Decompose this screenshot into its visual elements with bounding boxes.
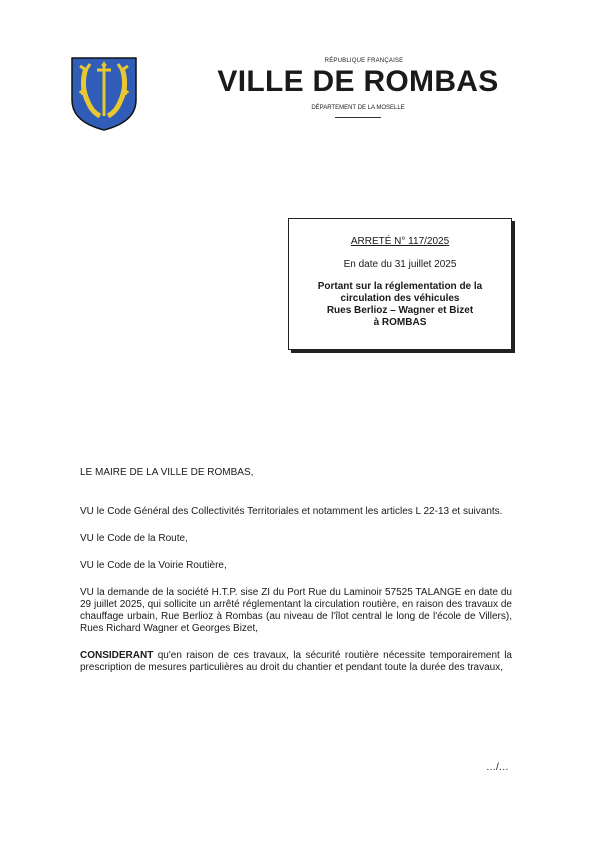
masthead [210, 58, 506, 118]
continued-marker: …/… [486, 762, 509, 773]
decree-subject-line: circulation des véhicules [340, 293, 460, 304]
decree-subject-line: à ROMBAS [373, 317, 427, 328]
coat-of-arms-icon [70, 56, 138, 132]
decree-subject-line: Portant sur la réglementation de la [317, 281, 483, 292]
decree-subject [315, 281, 485, 329]
city-title: VILLE DE ROMBAS [217, 65, 499, 98]
paragraph-vu-code-route: VU le Code de la Route, [80, 533, 188, 544]
decree-subject-line: Rues Berlioz – Wagner et Bizet [326, 305, 474, 316]
paragraph-vu-demande: VU la demande de la société H.T.P. sise ZI du Port Rue du Laminoir 57525 TALANGE en date du 29 juillet 2025, qui sollicite un arrêté réglementant la circulation routière, en raison des travaux de chauffage urbain, Rue Berlioz à Rombas (au niveau de l'îlot central le long de l'école de Villers), Rues Richard Wagner et Georges Bizet, [80, 587, 512, 634]
paragraph-vu-voirie: VU le Code de la Voirie Routière, [80, 560, 227, 571]
republic-label: RÉPUBLIQUE FRANÇAISE [324, 58, 404, 64]
decree-body [80, 467, 512, 674]
decree-box [288, 218, 512, 350]
decree-reference: ARRETÉ N° 117/2025 [350, 236, 450, 247]
decree-date: En date du 31 juillet 2025 [343, 259, 457, 270]
mayor-heading: LE MAIRE DE LA VILLE DE ROMBAS, [80, 467, 254, 478]
paragraph-vu-cgct: VU le Code Général des Collectivités Territoriales et notamment les articles L 22-13 et suivants. [80, 506, 503, 517]
paragraph-considerant: CONSIDERANT qu'en raison de ces travaux, la sécurité routière nécessite temporairement la prescription de mesures particulières au droit du chantier et pendant toute la durée des travaux, [80, 650, 512, 673]
department-label: DÉPARTEMENT DE LA MOSELLE [311, 105, 405, 111]
header-divider [335, 117, 381, 118]
